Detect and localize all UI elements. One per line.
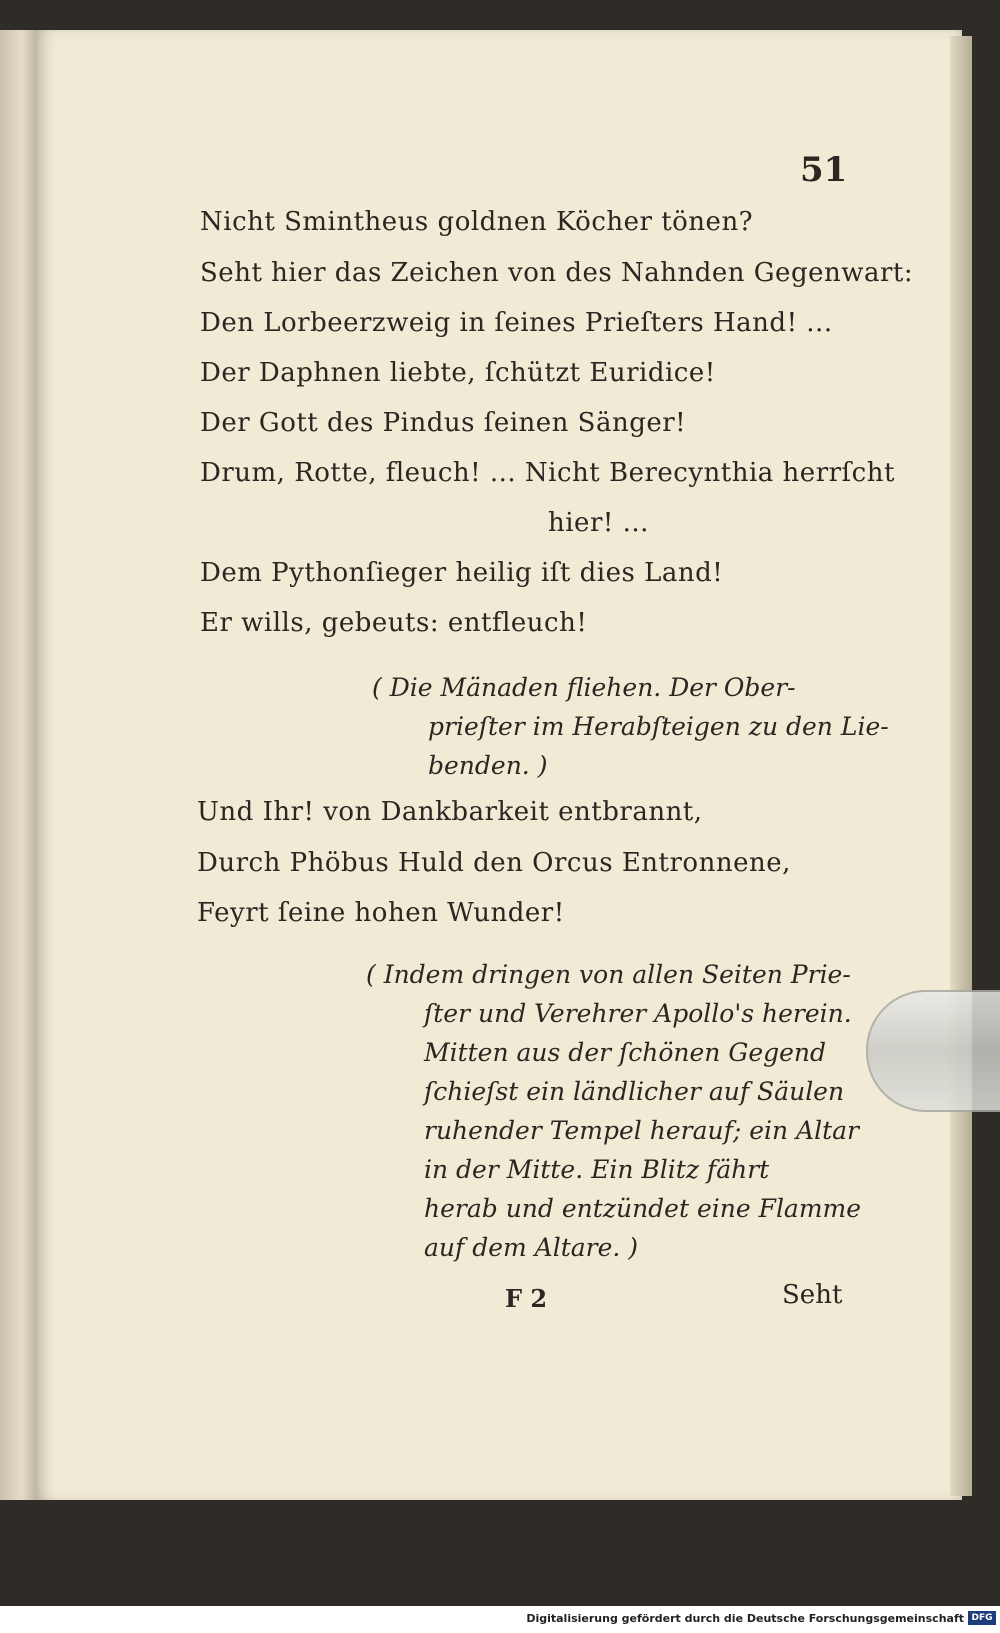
verse-line-2: Seht hier das Zeichen von des Nahnden Gegenwart: (200, 258, 914, 288)
footer-credit: Digitalisierung gefördert durch die Deutsche Forschungsgemeinschaft (526, 1612, 964, 1625)
verse-line-3: Den Lorbeerzweig in ſeines Prieſters Hand! ... (200, 308, 833, 338)
stage-direction-2-line-5: ruhender Tempel herauf; ein Altar (424, 1116, 859, 1145)
stage-direction-2-line-7: herab und entzündet eine Flamme (424, 1194, 862, 1223)
page-number: 51 (800, 150, 848, 190)
verse-line-9: Er wills, gebeuts: entfleuch! (200, 608, 588, 638)
verse-2-line-2: Durch Phöbus Huld den Orcus Entronnene, (197, 848, 791, 878)
page-signature: F 2 (505, 1284, 548, 1313)
stage-direction-2-line-1: ( Indem dringen von allen Seiten Prie- (366, 960, 851, 989)
stage-direction-1-line-2: prieſter im Herabſteigen zu den Lie- (428, 712, 889, 741)
stage-direction-2-line-2: ſter und Verehrer Apollo's herein. (424, 999, 852, 1028)
verse-line-4: Der Daphnen liebte, ſchützt Euridice! (200, 358, 716, 388)
verse-line-1: Nicht Smintheus goldnen Köcher tönen? (200, 207, 754, 237)
stage-direction-2-line-4: ſchieſst ein ländlicher auf Säulen (424, 1077, 845, 1106)
stage-direction-2-line-3: Mitten aus der ſchönen Gegend (424, 1038, 827, 1067)
stage-direction-2-line-8: auf dem Altare. ) (424, 1233, 639, 1262)
stage-direction-1-line-3: benden. ) (428, 751, 548, 780)
verse-line-8: Dem Pythonſieger heilig iſt dies Land! (200, 558, 724, 588)
stage-direction-2 (366, 955, 861, 1267)
right-page-edge (950, 36, 972, 1496)
page-clip (866, 990, 1000, 1112)
dfg-logo-icon: DFG (968, 1611, 996, 1625)
left-page-edge (0, 30, 36, 1500)
verse-line-7: hier! ... (548, 508, 649, 538)
stage-direction-2-line-6: in der Mitte. Ein Blitz fährt (424, 1155, 770, 1184)
verse-2-line-1: Und Ihr! von Dankbarkeit entbrannt, (197, 797, 703, 827)
footer-bar (0, 1606, 1000, 1633)
verse-2-line-3: Feyrt ſeine hohen Wunder! (197, 898, 565, 928)
verse-line-6: Drum, Rotte, fleuch! ... Nicht Berecynthia herrſcht (200, 458, 895, 488)
stage-direction-1 (372, 668, 889, 785)
catchword: Seht (782, 1280, 843, 1310)
verse-line-5: Der Gott des Pindus ſeinen Sänger! (200, 408, 687, 438)
stage-direction-1-line-1: ( Die Mänaden fliehen. Der Ober- (372, 673, 796, 702)
